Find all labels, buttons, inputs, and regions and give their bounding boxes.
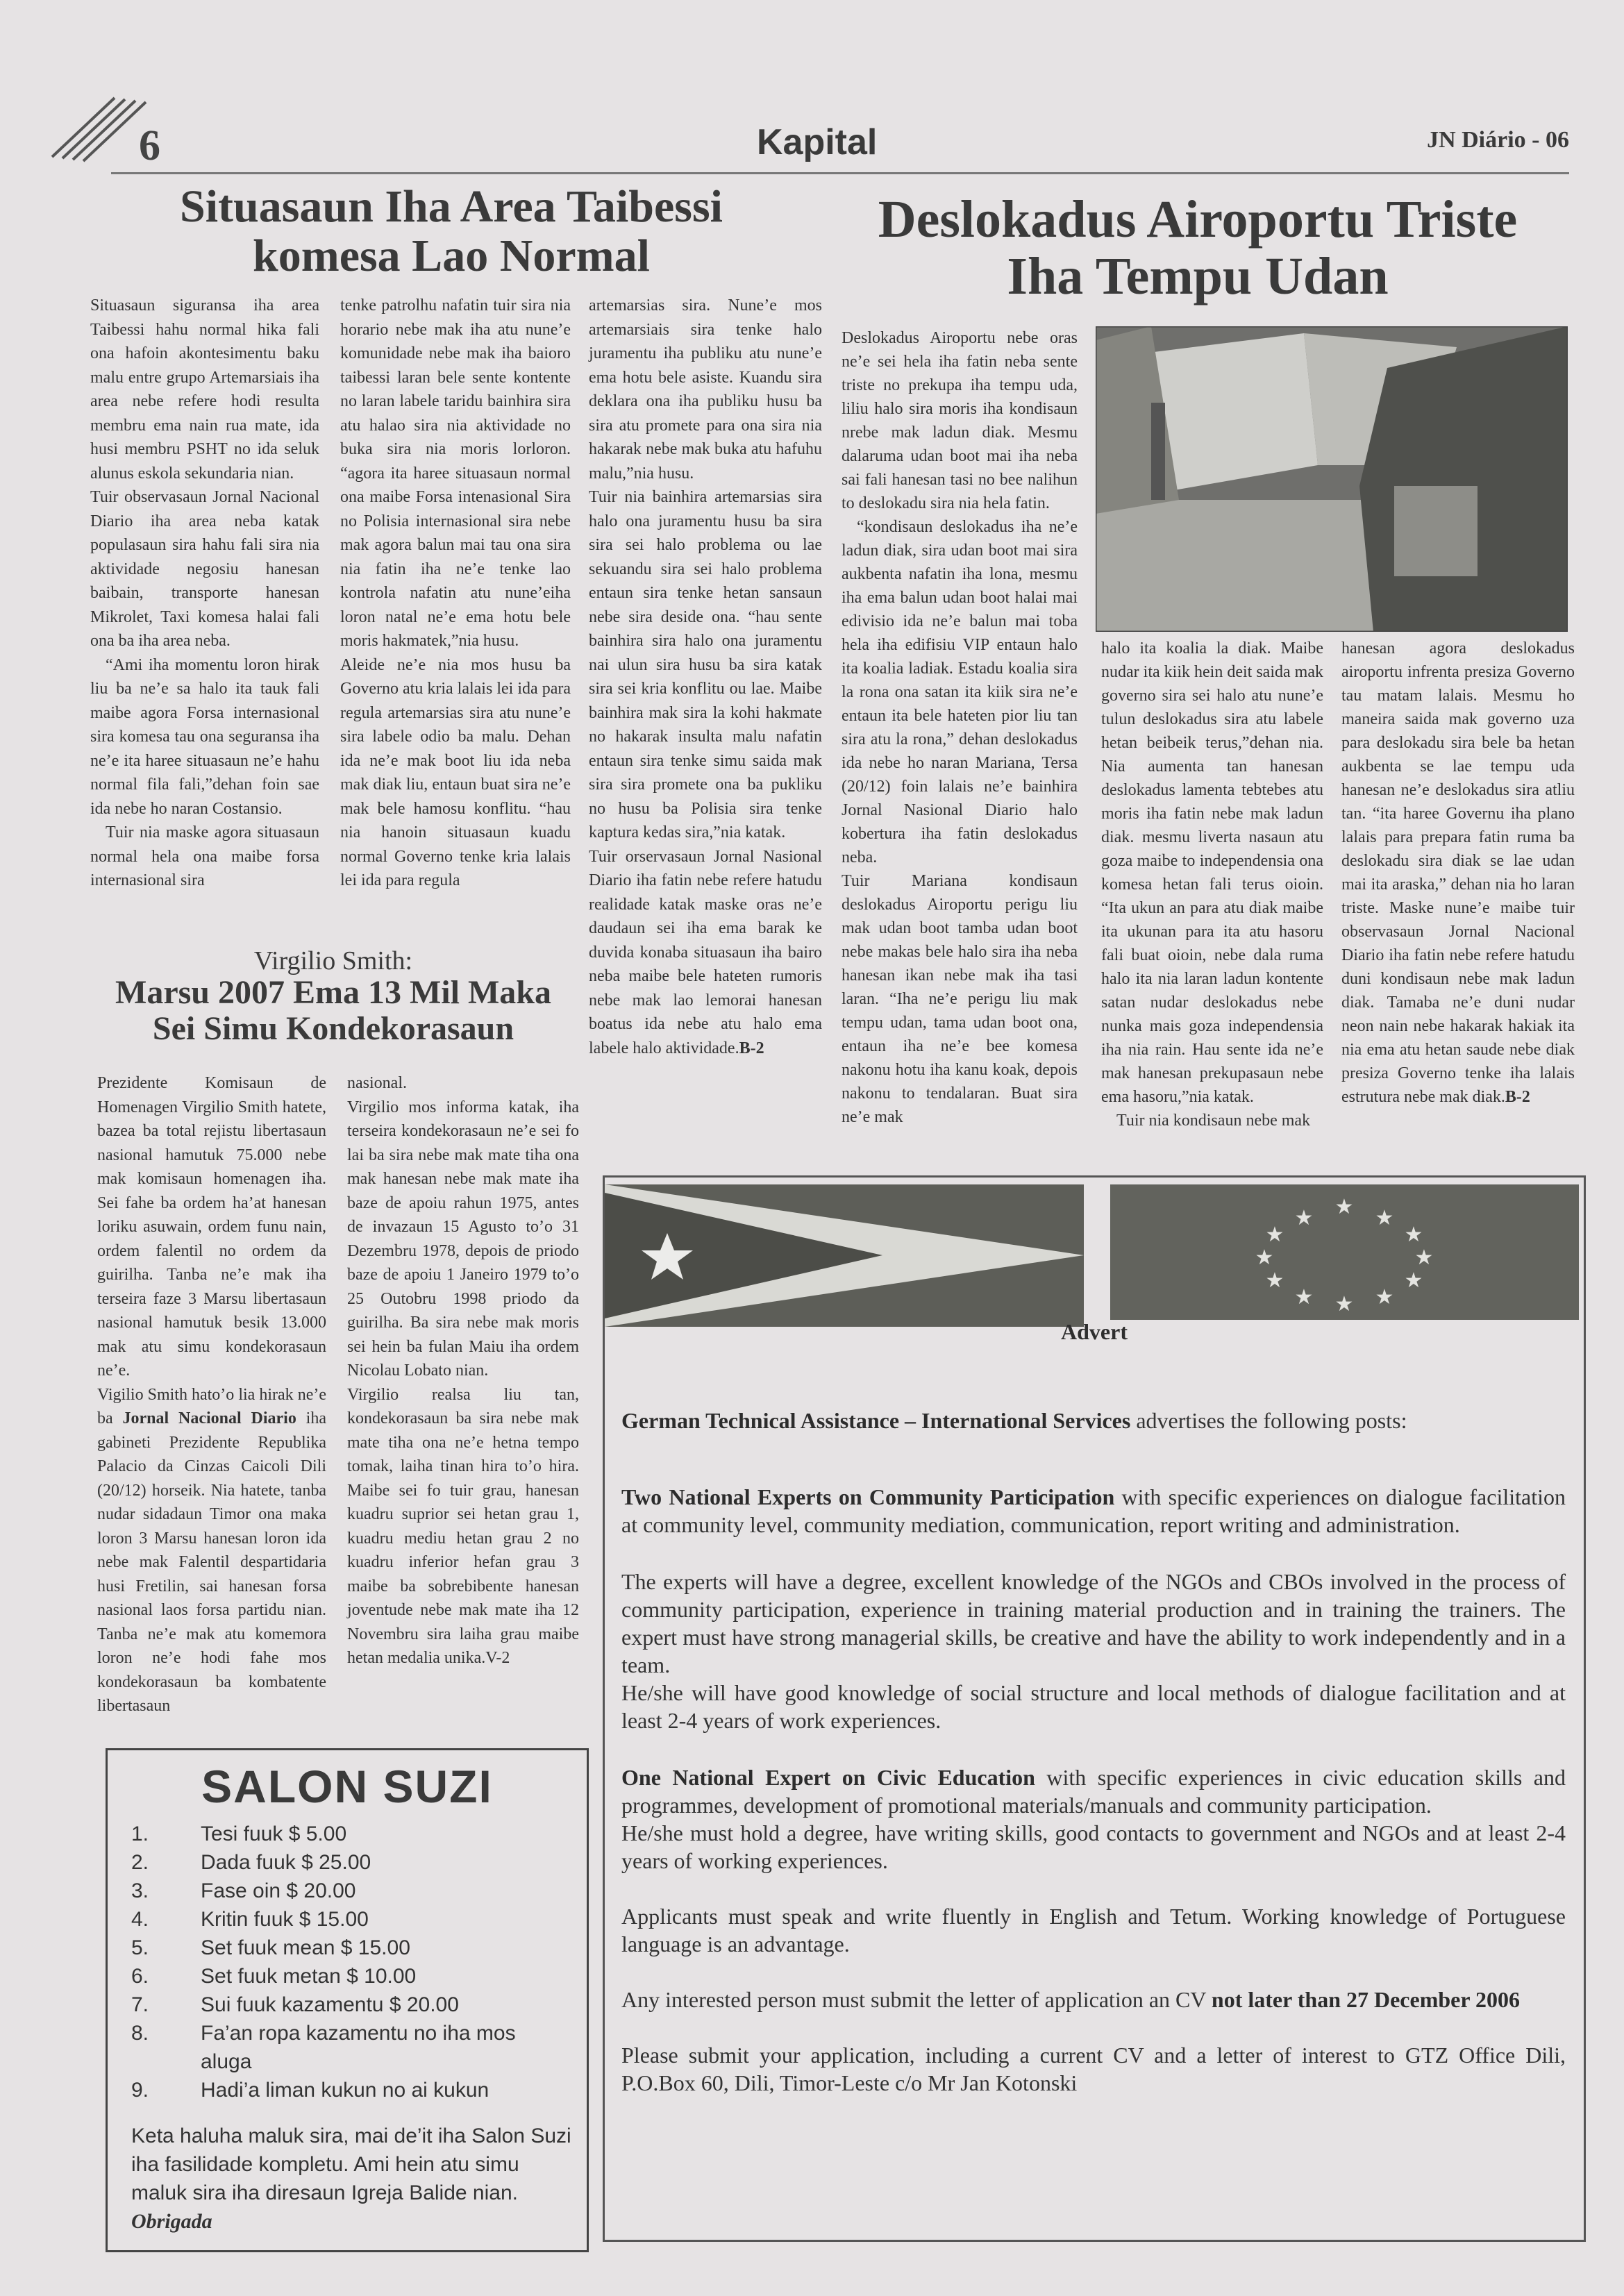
item-text: Sui fuuk kazamentu $ 20.00: [201, 1993, 459, 2016]
item-number: 7.: [131, 1993, 149, 2016]
list-item: [131, 1905, 562, 1934]
article3-headline: Deslokadus Airoportu Triste Iha Tempu Udan: [878, 190, 1518, 306]
salon-suzi-ad: [106, 1748, 589, 2252]
paragraph: Tuir nia kondisaun nebe mak: [1116, 1112, 1311, 1130]
paragraph-text: iha gabineti Prezidente Republika Palacio da Cinzas Caicoli Dili (20/12) horseik. Nia hatete, tanba nudar sidadaun Timor ona maka loron 3 Marsu hanesan loron ida nebe mak Falentil despartidaria husi Fretilin, sai hanesan forsa nasional laos forsa partidu nian. Tanba ne’e mak atu komemora loron ne’e hodi fahe mos kondekorasaun ba kombatente libertasaun: [97, 1409, 327, 1715]
list-item: [131, 1962, 562, 1991]
item-number: 2.: [131, 1851, 149, 1874]
item-text: Fa’an ropa kazamentu no iha mos aluga: [201, 2022, 516, 2073]
item-text: Dada fuuk $ 25.00: [201, 1851, 371, 1874]
svg-text:★: ★: [1255, 1246, 1274, 1270]
salon-signoff: Obrigada: [131, 2210, 212, 2233]
section-title: Kapital: [757, 122, 878, 162]
article3-col3: [1341, 637, 1575, 1109]
svg-text:★: ★: [1375, 1206, 1394, 1230]
svg-text:★: ★: [1404, 1223, 1423, 1247]
paragraph: [1341, 637, 1575, 1109]
advert-post-1: [621, 1483, 1566, 1539]
paragraph: Situasaun siguransa iha area Taibessi hahu normal hika fali ona hafoin akontesimentu baku malu entre grupo Artemarsiais iha area nebe refere hodi resulta membru ema nain rua mate, ida husi membru PSHT no ida seluk alunus eskola sekundaria nian.: [90, 296, 319, 483]
deslokadus-camp-photo: [1096, 326, 1568, 632]
post-text: with specific experiences on dialogue facilitation at community level, community mediation, communication, report writing and administration.: [621, 1484, 1566, 1537]
article1-headline: Situasaun Iha Area Taibessi komesa Lao Normal: [180, 181, 723, 282]
paragraph-bold: Jornal Nacional Diario: [122, 1409, 296, 1427]
list-item: [131, 1991, 562, 2019]
item-text: Set fuuk metan $ 10.00: [201, 1965, 417, 1988]
svg-text:★: ★: [1265, 1223, 1284, 1247]
list-item: [131, 1848, 562, 1877]
paragraph: nasional.: [347, 1074, 407, 1092]
note-text: Keta haluha maluk sira, mai de’it iha Salon Suzi iha fasilidade kompletu. Ami hein atu simu maluk sira iha diresaun Igreja Balide nian.: [131, 2125, 571, 2204]
advert-deadline: [621, 1986, 1566, 2013]
item-number: 6.: [131, 1965, 149, 1988]
timor-leste-flag-icon: [605, 1184, 1084, 1327]
svg-text:★: ★: [1294, 1285, 1314, 1309]
list-item: [131, 1820, 562, 1848]
list-item: [131, 1877, 562, 1905]
svg-text:★: ★: [1334, 1195, 1354, 1219]
svg-text:★: ★: [1404, 1268, 1423, 1293]
paragraph-text: Vigilio Smith hato’o lia hirak ne’e ba: [97, 1385, 326, 1427]
hatch-logo-icon: [49, 94, 153, 164]
eu-flag-icon: [1110, 1184, 1579, 1320]
page-number: 6: [139, 122, 160, 169]
svg-text:★: ★: [1375, 1285, 1394, 1309]
advert-post-2: [621, 1763, 1566, 1819]
advert-intro: [621, 1407, 1566, 1434]
paragraph: Tuir nia bainhira artemarsias sira halo ona juramentu husu ba sira sira sei halo problema ou lae sekuandu sira sei halo problema entaun sira tenke hetan sansaun nebe sira deside ona. “hau sente bainhira sira halo ona juramentu nai ulun sira husu ba sira katak sira sei kria konflitu ou lae. Maibe bainhira mak sira la kohi hakmate no hakarak insulta malu nafatin entaun sira tenke simu saida mak sira sira promete ona ba pukliku no husu ba Polisia sira tenke kaptura kedas sira,”nia katak.: [589, 488, 822, 841]
list-item: [131, 2076, 562, 2104]
advert-submission: Please submit your application, including a current CV and a letter of interest to GTZ Office Dili, P.O.Box 60, Dili, Timor-Leste c/o Mr Jan Kotonski: [621, 2043, 1566, 2095]
advert-label: Advert: [1061, 1319, 1128, 1344]
paragraph: halo ita koalia la diak. Maibe nudar ita kiik hein deit saida mak governo sira sei halo atu nune’e tulun deslokadus sira atu labele hetan beibeik terus,”dehan nia. Nia aumenta tan hanesan deslokadus lamenta tebtebes atu moris iha fatin nebe mak ladun diak. mesmu liverta nasaun atu goza maibe to independensia ona komesa hetan fali terus oioin. “Ita ukun an para atu diak maibe ita ukunan para ita atu hasoru fali buat oioin, nebe dala ruma halo ita nia laran ladun kontente satan nudar deslokadus nebe nunka mais goza independensia iha nia rain. Hau sente ida ne’e mak hanesan prekupasaun nebe ema hasoru,”nia katak.: [1101, 639, 1323, 1106]
advert-body: [621, 1407, 1566, 2097]
post-text: with specific experiences in civic education skills and programmes, development of promotional materials/manuals and community participation.: [621, 1765, 1566, 1818]
article-code: B-2: [1505, 1088, 1530, 1106]
article1-col1: [90, 294, 319, 893]
item-text: Tesi fuuk $ 5.00: [201, 1822, 347, 1845]
paragraph: Tuir Mariana kondisaun deslokadus Airoportu perigu liu mak udan boot tamba udan boot nebe makas bele halo sira iha neba hanesan ikan nebe mak iha tasi laran. “Iha ne’e perigu liu mak tempu udan, tama udan boot ona, entaun iha ne’e bee komesa nakonu hotu iha kanu koak, depois nakonu to tendalaran. Buat sira ne’e mak: [842, 872, 1078, 1126]
item-number: 1.: [131, 1822, 149, 1845]
post-title: Two National Experts on Community Participation: [621, 1484, 1115, 1509]
salon-title: SALON SUZI: [201, 1761, 493, 1812]
article2-col2: [347, 1071, 579, 1670]
advert-paragraph: He/she must hold a degree, have writing skills, good contacts to government and NGOs and at least 2-4 years of working experiences.: [621, 1820, 1566, 1873]
list-item: [131, 2019, 562, 2076]
salon-note: [131, 2122, 576, 2236]
item-number: 8.: [131, 2022, 149, 2045]
item-text: Set fuuk mean $ 15.00: [201, 1936, 410, 1959]
article-code: B-2: [739, 1039, 764, 1057]
gtz-advert: [603, 1175, 1586, 2242]
deadline-text: Any interested person must submit the letter of application an CV: [621, 1987, 1212, 2012]
item-text: Kritin fuuk $ 15.00: [201, 1908, 369, 1931]
deadline-date: not later than 27 December 2006: [1211, 1987, 1520, 2012]
paragraph: artemarsias sira. Nune’e mos artemarsiais sira tenke halo juramentu iha publiku atu nune’e ema hotu bele asiste. Kuandu sira deklara ona iha publiku husu ba sira atu promete para ona sira nia hakarak nebe mak buka atu hafuhu malu,”nia husu.: [589, 296, 822, 483]
item-text: Hadi’a liman kukun no ai kukun: [201, 2079, 489, 2102]
article1-col3: [589, 294, 822, 1060]
paragraph-text: Tuir orservasaun Jornal Nasional Diario iha fatin nebe refere hatudu realidade katak maske oras ne’e daudaun sei iha ema barak ke duvida konaba situasaun iha bairo neba maibe bele hateten rumoris nebe mak lao lemorai hanesan boatus ida nebe atu halo ema labele halo aktividade.: [589, 847, 822, 1057]
svg-text:★: ★: [1294, 1206, 1314, 1230]
paragraph: Aleide ne’e nia mos husu ba Governo atu kria lalais lei ida para regula artemarsias sira atu nune’e sira labele odio ba malu. Dehan ida ne’e mak boot liu ida neba mak diak liu, entaun buat sira ne’e mak bele hamosu konflitu. “hau nia hanoin situasaun kuadu normal Governo tenke kria lalais lei ida para regula: [340, 655, 571, 889]
article2-col1: [97, 1071, 326, 1718]
paragraph: [347, 1383, 579, 1670]
paragraph: Tuir nia maske agora situasaun normal hela ona maibe forsa internasional sira: [90, 823, 319, 889]
paragraph: “Ami iha momentu loron hirak liu ba ne’e sa halo ita tauk fali maibe agora Forsa internasional sira komesa tau ona seguransa iha ne’e ita haree situasaun ne’e hahu normal fila fali,”dehan foin sae ida nebe ho naran Costansio.: [90, 655, 319, 818]
article2-kicker: Virgilio Smith:: [253, 946, 413, 975]
paragraph: Tuir observasaun Jornal Nacional Diario iha area neba katak populasaun sira hahu fali sira nia aktividade negosiu hanesan baibain, transporte hanesan Mikrolet, Taxi komesa halai fali ona ba iha area neba.: [90, 488, 319, 650]
svg-text:★: ★: [1414, 1246, 1434, 1270]
article3-col1: [842, 326, 1078, 1129]
salon-price-list: [108, 1820, 562, 2104]
paragraph: tenke patrolhu nafatin tuir sira nia horario nebe mak iha atu nune’e komunidade nebe mak iha baioro taibessi laran bele sente kontente no laran labele taridu bainhira sira atu halao sira nia aktividade no buka sira nia moris lorloron. “agora ita haree situasaun normal ona maibe Forsa intenasional Sira no Polisia internasional sira nebe mak agora balun mai tau ona sira nia fatin iha ne’e tenke lao kontrola nafatin atu nune’eiha loron natal ne’e ema hotu bele moris hakmatek,”nia husu.: [340, 296, 571, 650]
paragraph: [97, 1383, 326, 1718]
masthead: JN Diário - 06: [1427, 127, 1569, 153]
advert-paragraph: The experts will have a degree, excellent knowledge of the NGOs and CBOs involved in the process of community participation, experience in training material production and in training the trainers. The expert must have strong managerial skills, be creative and have the ability to work independently and in a team.: [621, 1569, 1566, 1677]
paragraph: [589, 845, 822, 1061]
paragraph-text: Virgilio realsa liu tan, kondekorasaun ba sira nebe mak mate tiha ona ne’e hetna tempo tomak, laiha tinan hira to’o hira. Maibe sei fo tuir grau, hanesan kuadru suprior sei hetan grau 1, kuadru mediu hetan grau 2 no kuadru inferior hefan grau 3 maibe ba sobrebibente hanesan joventude nebe mak mate iha 12 Novembru sira laiha grau maibe hetan medalia unika.: [347, 1385, 579, 1667]
article3-col2: [1101, 637, 1323, 1132]
advert-paragraph: Applicants must speak and write fluently in English and Tetum. Working knowledge of Portuguese language is an advantage.: [621, 1904, 1566, 1956]
advert-intro-text: advertises the following posts:: [1130, 1408, 1407, 1433]
header-rule: [111, 172, 1569, 174]
svg-text:★: ★: [1265, 1268, 1284, 1293]
paragraph-text: hanesan agora deslokadus airoportu infrenta presiza Governo tau matam lalais. Mesmu ho maneira saida mak governo uza para deslokadu sira bele ba hetan aukbenta se lae tempu uda hanesan ne’e deslokadus sira atliu tan. “ita haree Governu iha plano lalais para prepara fatin ruma ba deslokadu sira diak se lae udan mai ita araska,” dehan nia ho laran triste. Maske nune’e maibe tuir observasaun Jornal Nacional Diario iha fatin nebe refere hatudu duni kondisaun nebe mak ladun diak. Tamaba ne’e duni nudar neon nain nebe hakarak hakiak ita nia ema atu hetan saude nebe diak presiza Governo tenke iha lalais estrutura nebe mak diak.: [1341, 639, 1575, 1106]
advert-intro-bold: German Technical Assistance – International Services: [621, 1408, 1131, 1433]
svg-text:★: ★: [1334, 1292, 1354, 1316]
item-number: 5.: [131, 1936, 149, 1959]
paragraph: “kondisaun deslokadus iha ne’e ladun diak, sira udan boot mai sira aukbenta nafatin iha lona, mesmu iha ema balun udan boot halai mai edivisio ida ne’e balun mai toba hela iha edifisiu VIP entaun halo ita koalia ladiak. Estadu koalia sira la rona ona satan ita kiik sira ne’e entaun ita bele hateten pior liu tan sira atu la rona,” dehan deslokadus ida nebe ho naran Mariana, Tersa (20/12) foin lalais ne’e bainhira Jornal Nasional Diario halo kobertura iha fatin deslokadus neba.: [842, 518, 1078, 866]
item-number: 9.: [131, 2079, 149, 2102]
article-code: V-2: [485, 1649, 510, 1667]
list-item: [131, 1934, 562, 1962]
advert-paragraph: He/she will have good knowledge of social structure and local methods of dialogue facilitation and at least 2-4 years of work experiences.: [621, 1680, 1566, 1733]
paragraph: Prezidente Komisaun de Homenagen Virgilio Smith hatete, bazea ba total rejistu libertasaun nasional hamutuk 75.000 nebe mak komisaun homenagen iha. Sei fahe ba ordem ha’at hanesan loriku asuwain, ordem funu nain, ordem falentil no ordem da guirilha. Tanba ne’e mak iha terseira faze 3 Marsu libertasaun nasional hamutuk besik 13.000 mak atu simu kondekorasaun ne’e.: [97, 1074, 326, 1380]
paragraph: Deslokadus Airoportu nebe oras ne’e sei hela iha fatin neba sente triste no prekupa iha tempu uda, liliu halo sira moris iha kondisaun nrebe mak ladun diak. Mesmu dalaruma udan boot mai iha neba sai fali hanesan tasi no bee nalihun to deslokadu sira nia hela fatin.: [842, 329, 1078, 512]
article2-headline: Marsu 2007 Ema 13 Mil Maka Sei Simu Kondekorasaun: [115, 974, 551, 1047]
item-text: Fase oin $ 20.00: [201, 1879, 356, 1902]
paragraph: Virgilio mos informa katak, iha terseira kondekorasaun ne’e sei fo lai ba sira nebe mak mate tiha ona mak hanesan nebe mak mate iha baze de apoiu rahun 1975, antes de invazaun 15 Agusto to’o 31 Dezembru 1978, depois de priodo baze de apoiu 1 Janeiro 1979 to’o 25 Outobru 1998 priodo da guirilha. Ba sira nebe mak moris sei hein ba fulan Maiu iha ordem Nicolau Lobato nian.: [347, 1098, 579, 1380]
article1-col2: [340, 294, 571, 893]
item-number: 4.: [131, 1908, 149, 1931]
post-title: One National Expert on Civic Education: [621, 1765, 1035, 1790]
item-number: 3.: [131, 1879, 149, 1902]
